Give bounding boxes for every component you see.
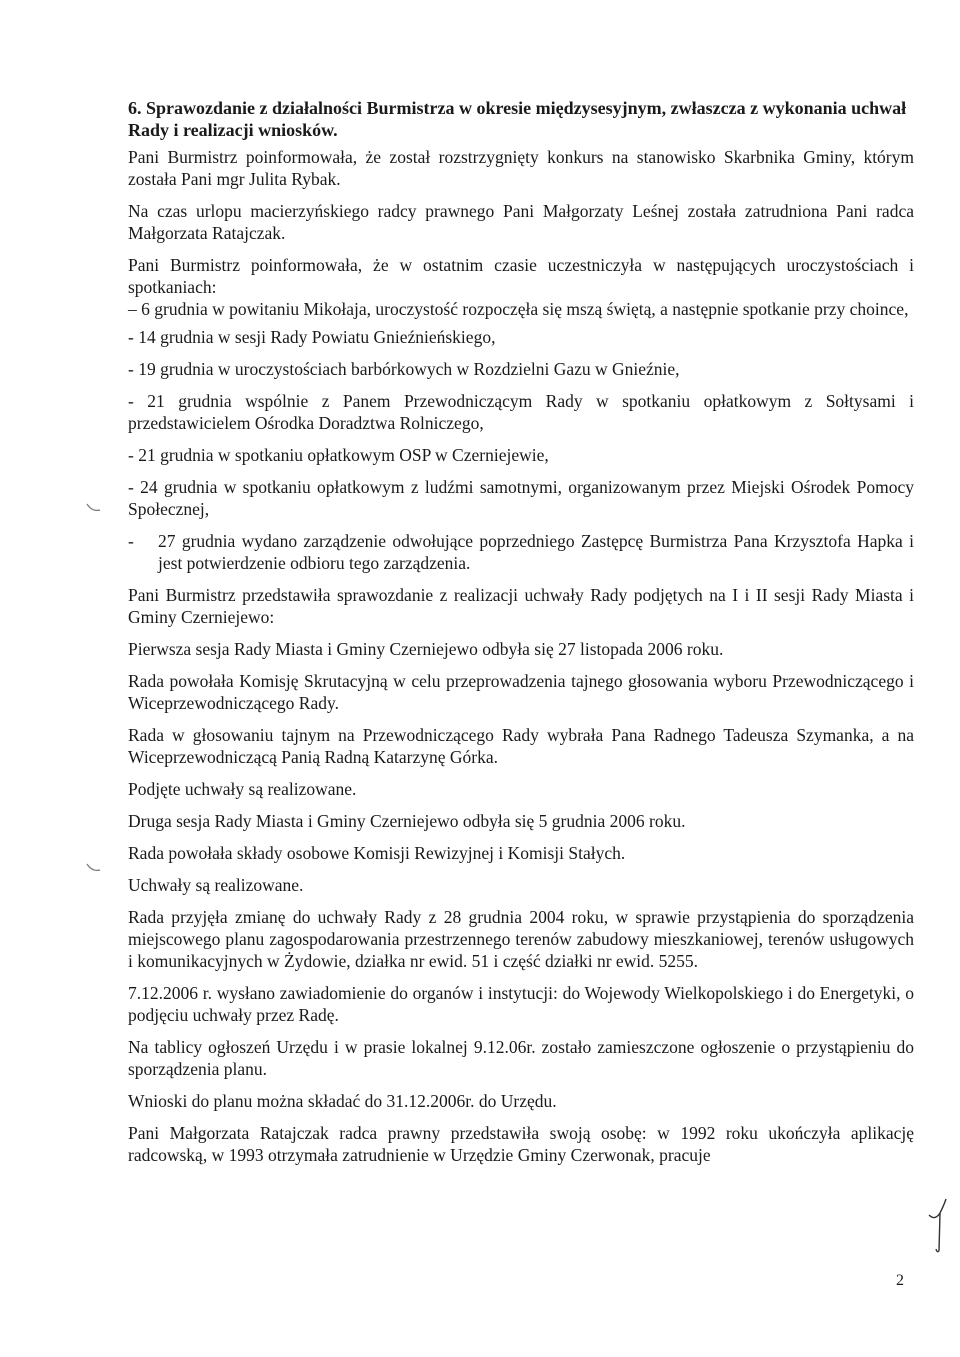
paragraph-chair-election: Rada w głosowaniu tajnym na Przewodniczącego Rady wybrała Pana Radnego Tadeusza Szymanka, a na Wiceprzewodniczącą Panią Radną Katarzynę Górka.	[128, 725, 914, 767]
event-item-dec-27	[128, 530, 914, 574]
paragraph-announcement: Na tablicy ogłoszeń Urzędu i w prasie lokalnej 9.12.06r. zostało zamieszczone ogłoszenie o przystąpieniu do sporządzenia planu.	[128, 1037, 914, 1079]
section-heading: 6. Sprawozdanie z działalności Burmistrza w okresie międzysesyjnym, zwłaszcza z wykonania uchwał Rady i realizacji wniosków.	[128, 98, 907, 140]
event-item-dec-27-text: 27 grudnia wydano zarządzenie odwołujące poprzedniego Zastępcę Burmistrza Pana Krzysztofa Hapka i jest potwierdzenie odbioru tego zarządzenia.	[158, 531, 914, 573]
paragraph-resolutions-1: Podjęte uchwały są realizowane.	[128, 779, 357, 799]
event-item-dec-14: - 14 grudnia w sesji Rady Powiatu Gnieźnieńskiego,	[128, 327, 496, 347]
paragraph-committees: Rada powołała składy osobowe Komisji Rewizyjnej i Komisji Stałych.	[128, 843, 626, 863]
events-intro-text: Pani Burmistrz poinformowała, że w ostatnim czasie uczestniczyła w następujących uroczystościach i spotkaniach:	[128, 255, 914, 297]
paragraph-resolutions-2: Uchwały są realizowane.	[128, 875, 304, 895]
paragraph-first-session: Pierwsza sesja Rady Miasta i Gminy Czerniejewo odbyła się 27 listopada 2006 roku.	[128, 639, 724, 659]
list-dash: -	[128, 531, 134, 551]
paragraph-second-session: Druga sesja Rady Miasta i Gminy Czerniejewo odbyła się 5 grudnia 2006 roku.	[128, 811, 686, 831]
paragraph-applications: Wnioski do planu można składać do 31.12.2006r. do Urzędu.	[128, 1091, 557, 1111]
paragraph-notification: 7.12.2006 r. wysłano zawiadomienie do organów i instytucji: do Wojewody Wielkopolskiego i do Energetyki, o podjęciu uchwały przez Radę.	[128, 983, 914, 1025]
event-item-dec-21-osp: - 21 grudnia w spotkaniu opłatkowym OSP w Czerniejewie,	[128, 445, 549, 465]
event-item-dec-21-soltys: - 21 grudnia wspólnie z Panem Przewodniczącym Rady w spotkaniu opłatkowym z Sołtysami i przedstawicielem Ośrodka Doradztwa Rolniczego,	[128, 391, 914, 433]
paragraph-events-intro	[128, 254, 914, 320]
event-item-dec-19: - 19 grudnia w uroczystościach barbórkowych w Rozdzielni Gazu w Gnieźnie,	[128, 359, 680, 379]
document-page	[128, 97, 914, 1176]
handwritten-initial-icon	[926, 1195, 952, 1255]
paragraph-legal-advisor: Na czas urlopu macierzyńskiego radcy prawnego Pani Małgorzaty Leśnej została zatrudniona Pani radca Małgorzata Ratajczak.	[128, 201, 914, 243]
paragraph-plan-change: Rada przyjęła zmianę do uchwały Rady z 28 grudnia 2004 roku, w sprawie przystąpienia do sporządzenia miejscowego planu zagospodarowania przestrzennego terenów zabudowy mieszkaniowej, terenów usługowych i komunikacyjnych w Żydowie, działka nr ewid. 51 i część działki nr ewid. 5255.	[128, 907, 914, 971]
margin-mark-icon	[86, 500, 102, 516]
event-item-dec-6: – 6 grudnia w powitaniu Mikołaja, uroczystość rozpoczęła się mszą świętą, a następnie spotkanie przy choince,	[128, 299, 909, 319]
paragraph-report-intro: Pani Burmistrz przedstawiła sprawozdanie z realizacji uchwały Rady podjętych na I i II sesji Rady Miasta i Gminy Czerniejewo:	[128, 585, 914, 627]
paragraph-ballot-committee: Rada powołała Komisję Skrutacyjną w celu przeprowadzenia tajnego głosowania wyboru Przewodniczącego i Wiceprzewodniczącego Rady.	[128, 671, 914, 713]
paragraph-treasurer: Pani Burmistrz poinformowała, że został rozstrzygnięty konkurs na stanowisko Skarbnika Gminy, którym została Pani mgr Julita Rybak.	[128, 147, 914, 189]
page-number: 2	[896, 1272, 904, 1289]
paragraph-ratajczak: Pani Małgorzata Ratajczak radca prawny przedstawiła swoją osobę: w 1992 roku ukończyła aplikację radcowską, w 1993 otrzymała zatrudnienie w Urzędzie Gminy Czerwonak, pracuje	[128, 1123, 914, 1165]
event-item-dec-24: - 24 grudnia w spotkaniu opłatkowym z ludźmi samotnymi, organizowanym przez Miejski Ośrodek Pomocy Społecznej,	[128, 477, 914, 519]
margin-mark-icon	[86, 860, 102, 876]
